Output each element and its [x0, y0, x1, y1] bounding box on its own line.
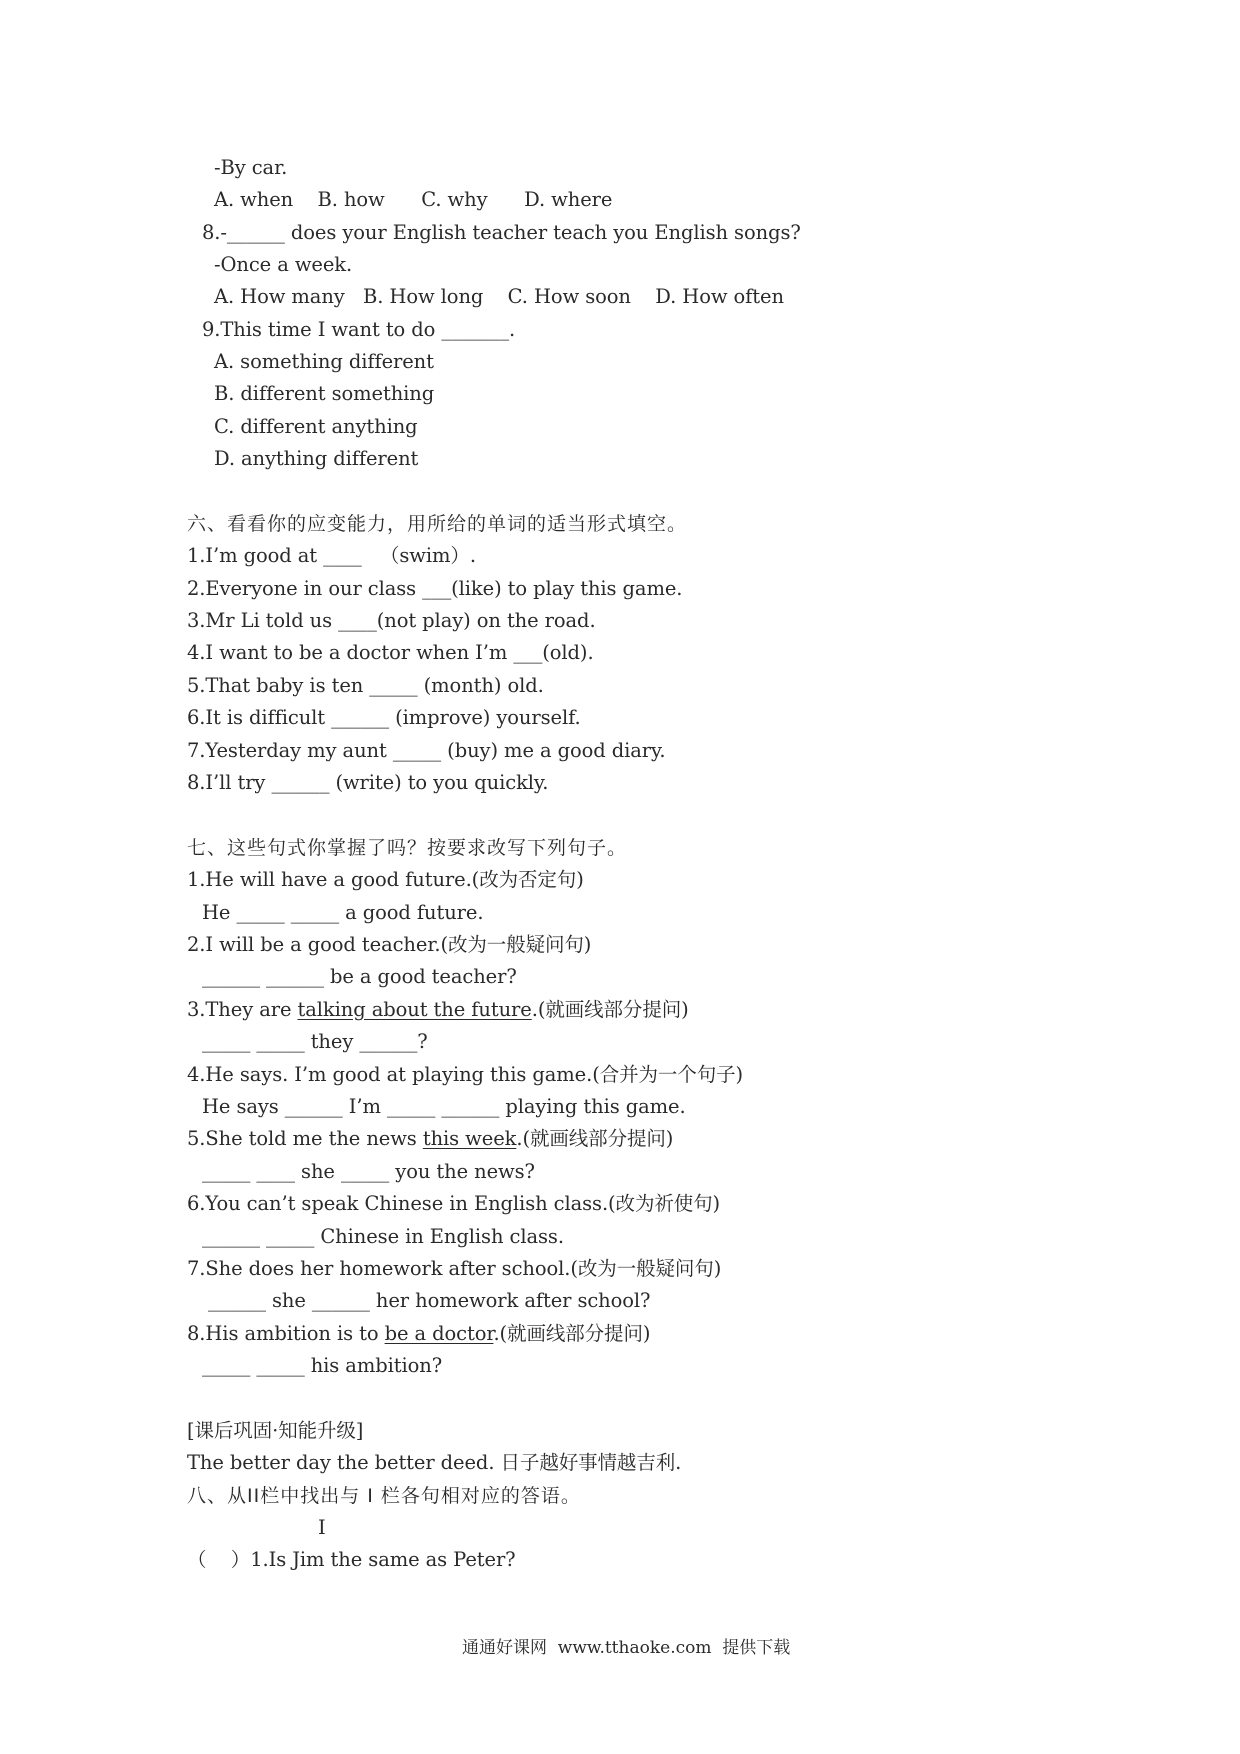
proverb: The better day the better deed. 日子越好事情越吉利.: [187, 1451, 682, 1474]
section6-item-5: 5.That baby is ten _____ (month) old.: [187, 674, 544, 697]
section6-title: 六、看看你的应变能力，用所给的单词的适当形式填空。: [187, 513, 688, 535]
section6-item-6: 6.It is difficult ______ (improve) yourself.: [187, 706, 581, 729]
section6-item-8: 8.I’ll try ______ (write) to you quickly.: [187, 771, 549, 794]
section6-item-2: 2.Everyone in our class ___(like) to play this game.: [187, 577, 683, 600]
q9-option-b: B. different something: [214, 382, 435, 405]
s7-q3: [187, 997, 689, 1023]
section6-item-1: 1.I’m good at ____ （swim）.: [187, 544, 476, 567]
q7-options: A. when B. how C. why D. where: [214, 188, 613, 211]
q8-answer: -Once a week.: [214, 253, 353, 276]
s7-a8: _____ _____ his ambition?: [202, 1354, 443, 1377]
s7-q8-post: .(就画线部分提问): [493, 1322, 651, 1345]
q9-question: 9.This time I want to do _______.: [202, 318, 516, 341]
s7-a1: He _____ _____ a good future.: [202, 901, 484, 924]
s7-q3-pre: 3.They are: [187, 998, 298, 1021]
s7-a3: _____ _____ they ______?: [202, 1030, 428, 1053]
section7-title: 七、这些句式你掌握了吗？按要求改写下列句子。: [187, 837, 628, 859]
s7-q6: 6.You can’t speak Chinese in English class.(改为祈使句): [187, 1192, 721, 1215]
s7-q8: [187, 1321, 650, 1347]
s7-q5-underlined: this week: [422, 1127, 517, 1150]
q9-option-c: C. different anything: [214, 415, 418, 438]
q9-option-a: A. something different: [214, 350, 434, 373]
s7-q1: 1.He will have a good future.(改为否定句): [187, 868, 584, 891]
column-label-i: I: [318, 1516, 326, 1539]
q9-option-d: D. anything different: [214, 447, 419, 470]
s7-q4: 4.He says. I’m good at playing this game.(合并为一个句子): [187, 1063, 744, 1086]
s7-q2: 2.I will be a good teacher.(改为一般疑问句): [187, 933, 592, 956]
footer: 通通好课网 www.tthaoke.com 提供下载: [462, 1638, 791, 1658]
section8-title: 八、从II栏中找出与 I 栏各句相对应的答语。: [187, 1485, 581, 1507]
s7-q7: 7.She does her homework after school.(改为一般疑问句): [187, 1257, 722, 1280]
s7-q8-pre: 8.His ambition is to: [187, 1322, 385, 1345]
s7-a7: ______ she ______ her homework after school?: [208, 1289, 651, 1312]
section6-item-3: 3.Mr Li told us ____(not play) on the road.: [187, 609, 596, 632]
s7-q3-underlined: talking about the future: [297, 998, 532, 1021]
s7-a4: He says ______ I’m _____ ______ playing this game.: [202, 1095, 686, 1118]
q8-options: A. How many B. How long C. How soon D. How often: [214, 285, 784, 308]
s7-q3-post: .(就画线部分提问): [531, 998, 689, 1021]
s7-a2: ______ ______ be a good teacher?: [202, 965, 517, 988]
s7-q5-post: .(就画线部分提问): [516, 1127, 674, 1150]
q7-answer: -By car.: [214, 156, 288, 179]
s7-q5-pre: 5.She told me the news: [187, 1127, 423, 1150]
section8-item-1: （ ）1.Is Jim the same as Peter?: [187, 1548, 516, 1571]
s7-a6: ______ _____ Chinese in English class.: [202, 1225, 564, 1248]
after-class-heading: [课后巩固·知能升级]: [187, 1419, 364, 1442]
section6-item-4: 4.I want to be a doctor when I’m ___(old).: [187, 641, 594, 664]
section6-item-7: 7.Yesterday my aunt _____ (buy) me a good diary.: [187, 739, 666, 762]
s7-a5: _____ ____ she _____ you the news?: [202, 1160, 535, 1183]
s7-q8-underlined: be a doctor: [384, 1322, 494, 1345]
s7-q5: [187, 1126, 673, 1152]
q8-question: 8.-______ does your English teacher teach you English songs?: [202, 221, 801, 244]
